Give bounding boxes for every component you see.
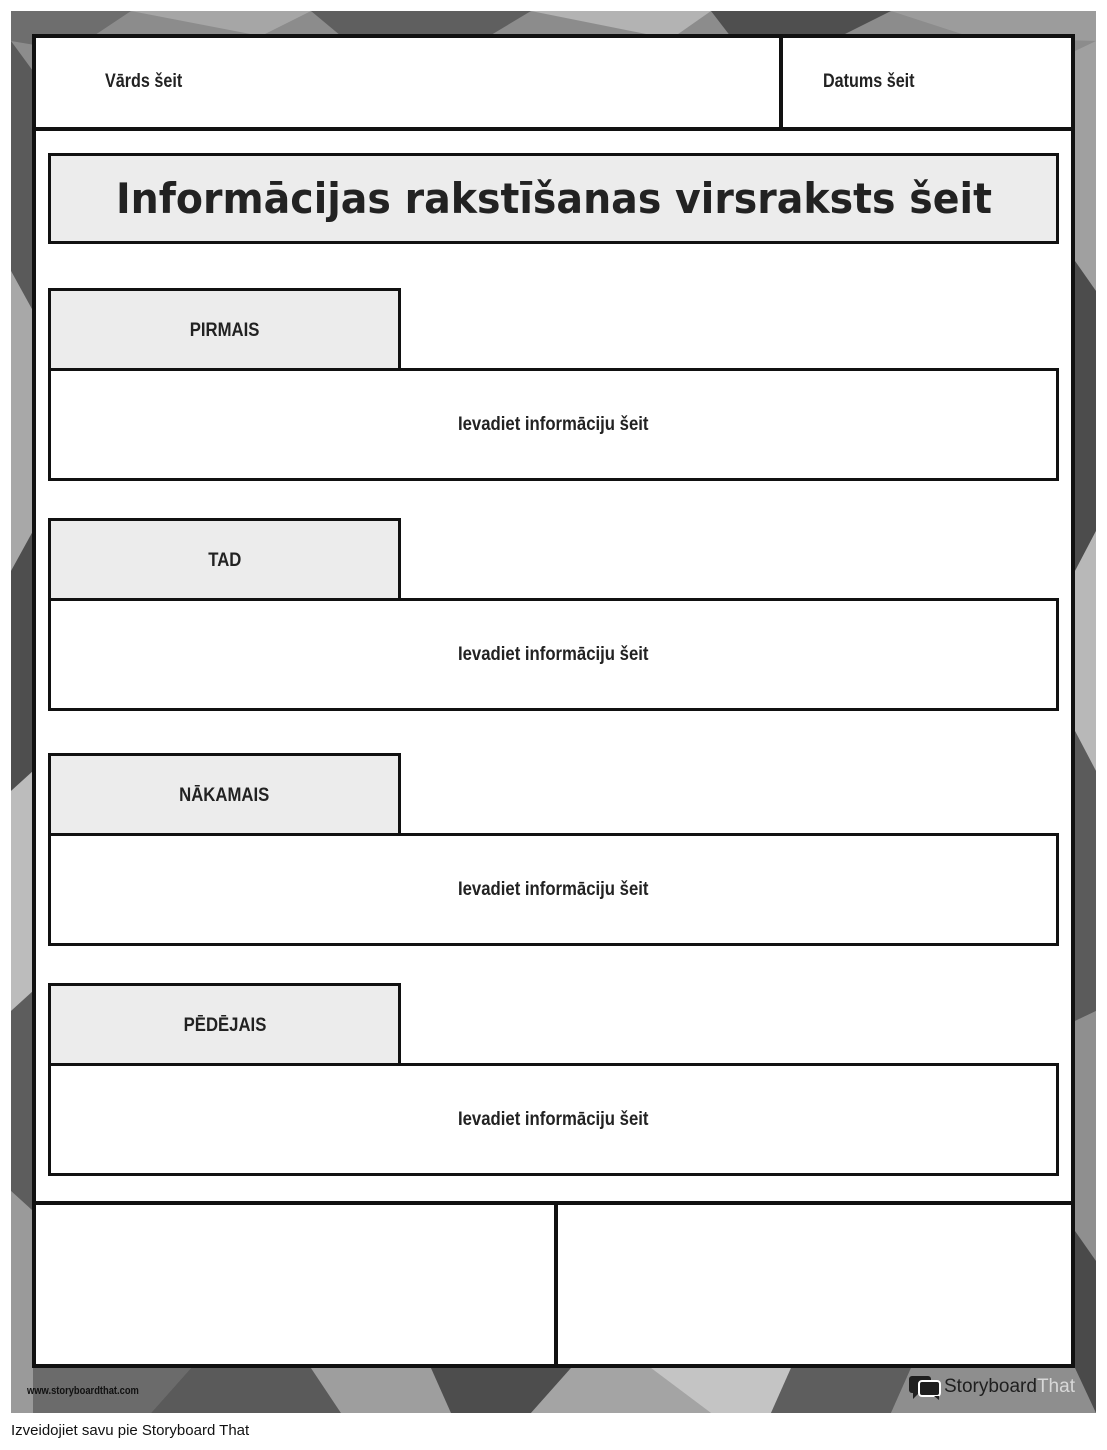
- date-field[interactable]: Datums šeit: [823, 71, 915, 92]
- step-box-text: Ievadiet informāciju šeit: [458, 878, 649, 900]
- step-label-last[interactable]: [48, 983, 401, 1065]
- step-box-next[interactable]: [48, 833, 1059, 946]
- step-label-text: TAD: [207, 549, 242, 571]
- title-box[interactable]: [48, 153, 1059, 244]
- name-field[interactable]: Vārds šeit: [105, 71, 183, 92]
- step-label-first[interactable]: [48, 288, 401, 370]
- worksheet-sheet: [32, 34, 1075, 1368]
- footer-row: [36, 1201, 1071, 1364]
- step-box-text: Ievadiet informāciju šeit: [458, 1108, 649, 1130]
- header-row: [36, 38, 1071, 131]
- speech-bubbles-icon: [908, 1373, 942, 1401]
- step-box-text: Ievadiet informāciju šeit: [458, 643, 649, 665]
- logo-word-storyboard: Storyboard: [944, 1376, 1037, 1397]
- step-label-then[interactable]: [48, 518, 401, 600]
- step-box-last[interactable]: [48, 1063, 1059, 1176]
- footer-cell-left[interactable]: [36, 1205, 554, 1368]
- step-label-text: NĀKAMAIS: [179, 784, 270, 806]
- worksheet-poster: [11, 11, 1096, 1413]
- website-url[interactable]: www.storyboardthat.com: [27, 1385, 139, 1397]
- page-title: Informācijas rakstīšanas virsraksts šeit: [115, 174, 992, 223]
- footer-cell-right[interactable]: [558, 1205, 1071, 1368]
- caption-link[interactable]: Izveidojiet savu pie Storyboard That: [11, 1422, 250, 1439]
- step-label-text: PĒDĒJAIS: [183, 1014, 266, 1036]
- step-box-first[interactable]: [48, 368, 1059, 481]
- step-label-next[interactable]: [48, 753, 401, 835]
- logo-word-that: That: [1036, 1376, 1075, 1397]
- step-box-then[interactable]: [48, 598, 1059, 711]
- storyboardthat-logo[interactable]: [908, 1373, 1075, 1401]
- header-divider: [779, 38, 783, 131]
- step-box-text: Ievadiet informāciju šeit: [458, 413, 649, 435]
- step-label-text: PIRMAIS: [189, 319, 260, 341]
